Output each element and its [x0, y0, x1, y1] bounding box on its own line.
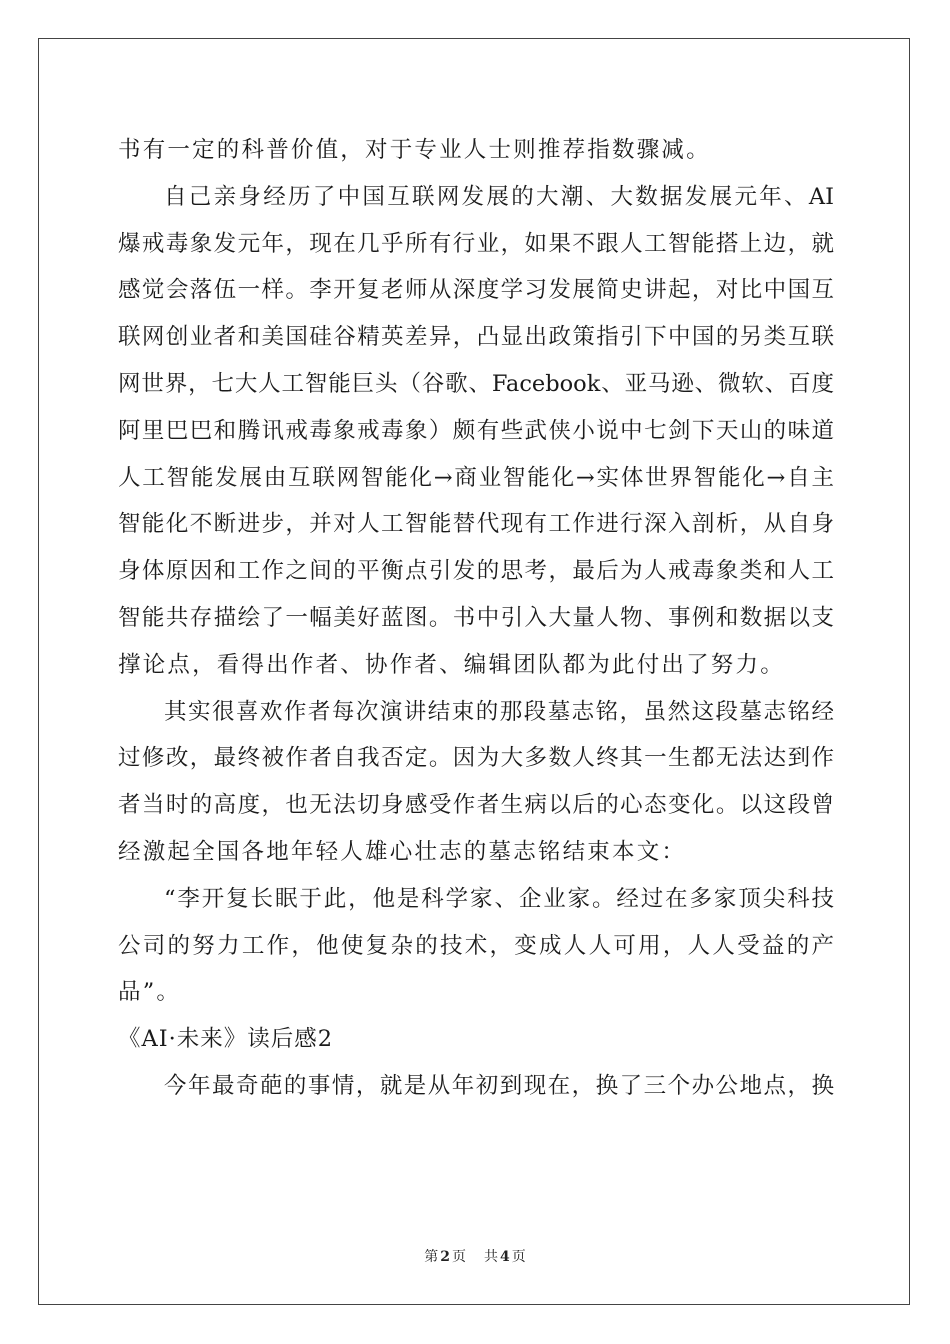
text-line: 书有一定的科普价值，对于专业人士则推荐指数骤减。	[118, 137, 711, 163]
text-line: 撑论点，看得出作者、协作者、编辑团队都为此付出了努力。	[118, 651, 785, 678]
text-line: 联网创业者和美国硅谷精英差异，凸显出政策指引下中国的另类互联	[118, 324, 834, 351]
text-line: 爆戒毒象发元年，现在几乎所有行业，如果不跟人工智能搭上边，就	[118, 230, 834, 257]
page-unit: 页	[452, 1249, 466, 1265]
text-line: 今年最奇葩的事情，就是从年初到现在，换了三个办公地点，换	[164, 1072, 834, 1099]
text-line: 智能化不断进步，并对人工智能替代现有工作进行深入剖析，从自身	[118, 511, 834, 538]
section-heading: 《AI·未来》读后感2	[118, 1026, 334, 1053]
text-line: 网世界，七大人工智能巨头（谷歌、Facebook、亚马逊、微软、百度	[118, 370, 834, 397]
text-line: 智能共存描绘了一幅美好蓝图。书中引入大量人物、事例和数据以支	[118, 604, 834, 631]
text-line: 公司的努力工作，他使复杂的技术，变成人人可用，人人受益的产	[118, 932, 834, 959]
text-line: 人工智能发展由互联网智能化→商业智能化→实体世界智能化→自主	[118, 464, 834, 491]
text-line: 阿里巴巴和腾讯戒毒象戒毒象）颇有些武侠小说中七剑下天山的味道	[118, 417, 834, 444]
page-total: 4	[500, 1249, 510, 1265]
text-line: 身体原因和工作之间的平衡点引发的思考，最后为人戒毒象类和人工	[118, 558, 834, 585]
text-line: 过修改，最终被作者自我否定。因为大多数人终其一生都无法达到作	[118, 745, 834, 772]
total-unit: 页	[511, 1249, 526, 1265]
page-prefix: 第	[424, 1249, 439, 1265]
text-line: 品”。	[118, 979, 182, 1006]
text-line: 自己亲身经历了中国互联网发展的大潮、大数据发展元年、AI	[164, 183, 834, 210]
total-prefix: 共	[484, 1249, 498, 1265]
text-line: “李开复长眠于此，他是科学家、企业家。经过在多家顶尖科技	[164, 885, 834, 912]
text-line: 感觉会落伍一样。李开复老师从深度学习发展简史讲起，对比中国互	[118, 277, 834, 304]
text-line: 者当时的高度，也无法切身感受作者生病以后的心态变化。以这段曾	[118, 792, 834, 819]
page-current: 2	[440, 1249, 450, 1265]
page-footer	[0, 1246, 950, 1266]
document-body	[118, 127, 834, 1110]
text-line: 其实很喜欢作者每次演讲结束的那段墓志铭，虽然这段墓志铭经	[164, 698, 834, 725]
text-line: 经激起全国各地年轻人雄心壮志的墓志铭结束本文：	[118, 838, 687, 865]
